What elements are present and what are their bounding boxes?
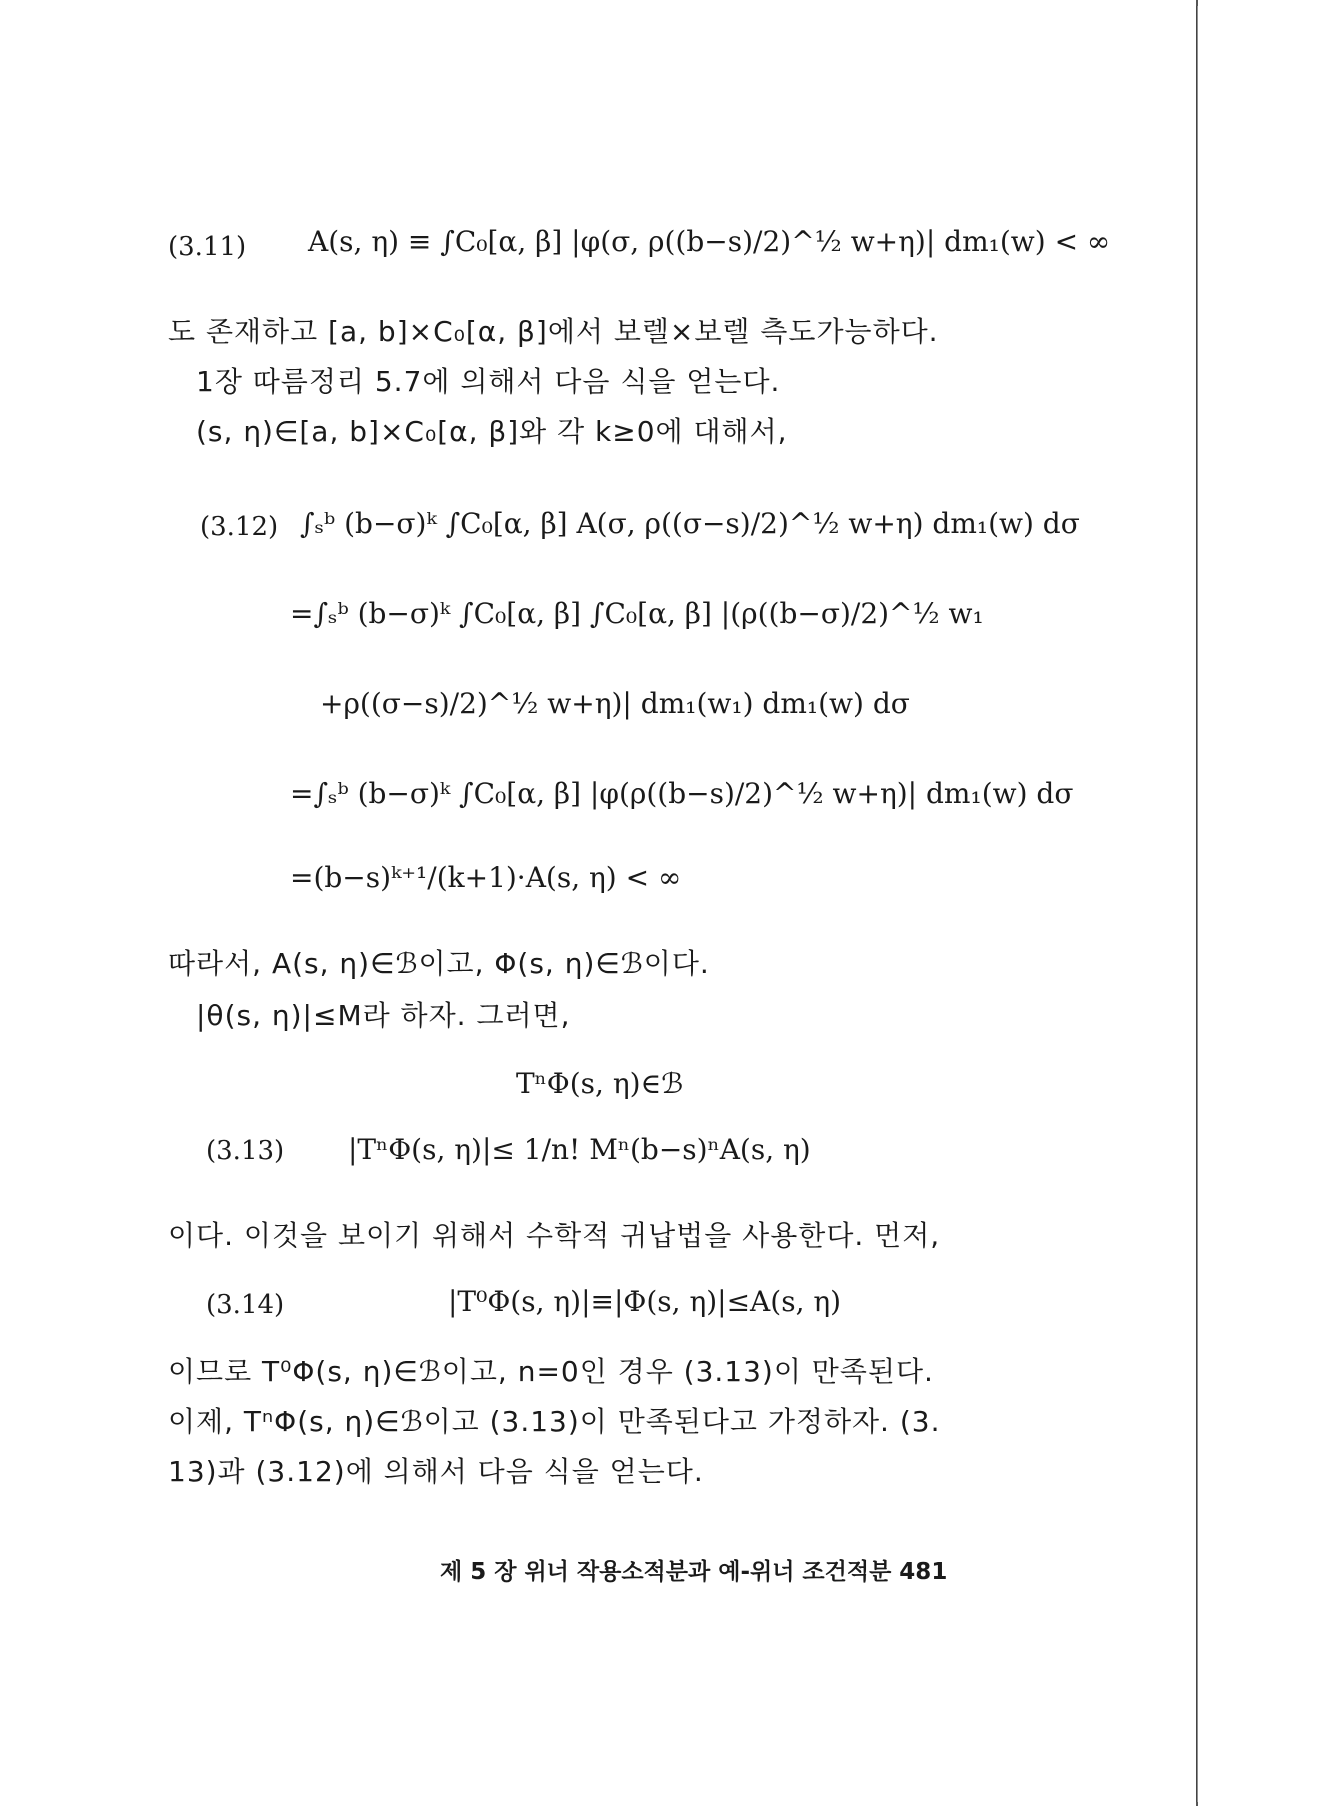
equation-3-13: |TⁿΦ(s, η)|≤ 1/n! Mⁿ(b−s)ⁿA(s, η) [348,1133,811,1166]
paragraph-4: 따라서, A(s, η)∈ℬ이고, Φ(s, η)∈ℬ이다. [168,947,710,980]
paragraph-6: 이다. 이것을 보이기 위해서 수학적 귀납법을 사용한다. 먼저, [168,1219,941,1252]
equation-center: TⁿΦ(s, η)∈ℬ [516,1067,684,1100]
background-margin [1198,0,1334,1806]
equation-number-3-13: (3.13) [206,1136,285,1166]
equation-number-3-11: (3.11) [168,232,247,262]
equation-3-12-line-1: ∫ₛᵇ (b−σ)ᵏ ∫C₀[α, β] A(σ, ρ((σ−s)/2)^½ w+η) dm₁(w) dσ [300,507,1080,540]
running-footer: 제 5 장 위너 작용소적분과 예-위너 조건적분 481 [440,1559,948,1585]
paragraph-8: 이제, TⁿΦ(s, η)∈ℬ이고 (3.13)이 만족된다고 가정하자. (3. [168,1405,941,1438]
equation-3-11: A(s, η) ≡ ∫C₀[α, β] |φ(σ, ρ((b−s)/2)^½ w+η)| dm₁(w) < ∞ [308,225,1111,258]
paragraph-1: 도 존재하고 [a, b]×C₀[α, β]에서 보렐×보렐 측도가능하다. [168,315,939,348]
equation-number-3-14: (3.14) [206,1290,285,1320]
paragraph-2: 1장 따름정리 5.7에 의해서 다음 식을 얻는다. [196,365,781,398]
equation-3-14: |T⁰Φ(s, η)|≡|Φ(s, η)|≤A(s, η) [448,1285,842,1318]
paragraph-9: 13)과 (3.12)에 의해서 다음 식을 얻는다. [168,1455,704,1488]
equation-3-12-line-4: =∫ₛᵇ (b−σ)ᵏ ∫C₀[α, β] |φ(ρ((b−s)/2)^½ w+η)| dm₁(w) dσ [290,777,1074,810]
equation-3-12-line-2: =∫ₛᵇ (b−σ)ᵏ ∫C₀[α, β] ∫C₀[α, β] |(ρ((b−σ)/2)^½ w₁ [290,597,984,630]
paragraph-3: (s, η)∈[a, b]×C₀[α, β]와 각 k≥0에 대해서, [196,415,788,448]
equation-3-12-line-3: +ρ((σ−s)/2)^½ w+η)| dm₁(w₁) dm₁(w) dσ [320,687,910,720]
equation-3-12-line-5: =(b−s)ᵏ⁺¹/(k+1)·A(s, η) < ∞ [290,861,682,894]
paragraph-7: 이므로 T⁰Φ(s, η)∈ℬ이고, n=0인 경우 (3.13)이 만족된다. [168,1355,934,1388]
paragraph-5: |θ(s, η)|≤M라 하자. 그러면, [196,999,571,1032]
equation-number-3-12: (3.12) [200,512,279,542]
